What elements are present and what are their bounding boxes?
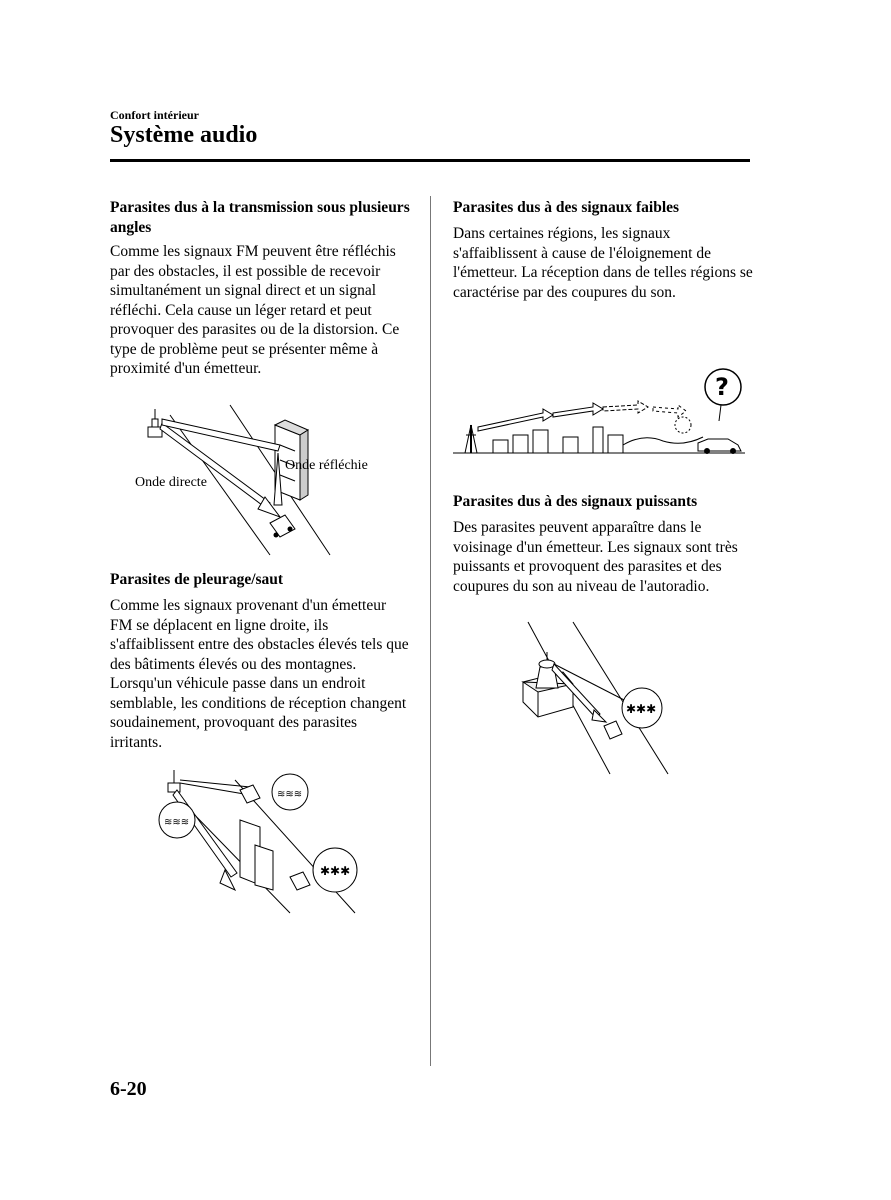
body-strong-signals: Des parasites peuvent apparaître dans le voisinage d'un émetteur. Les signaux sont très puissants et provoquent des parasites et des coupures du son au niveau de l'autoradio. <box>453 519 738 595</box>
question-bubble-icon <box>705 369 741 421</box>
svg-text:?: ? <box>715 373 729 401</box>
heading-strong-signals: Parasites dus à des signaux puissants <box>453 493 698 510</box>
label-direct-wave: Onde directe <box>135 475 207 490</box>
flutter-illustration <box>155 765 375 915</box>
transmitter-icon <box>148 409 162 437</box>
header-rule <box>110 159 750 162</box>
noise-burst-icon <box>675 417 691 433</box>
heading-multipath: Parasites dus à la transmission sous plusieurs angles <box>110 199 410 236</box>
section-label: Confort intérieur <box>110 108 199 122</box>
car-icon <box>270 515 295 538</box>
car-icon <box>290 872 310 890</box>
label-reflected-wave: Onde réfléchie <box>285 458 368 473</box>
page-title: Système audio <box>110 122 258 148</box>
body-flutter: Comme les signaux provenant d'un émetteur FM se déplacent en ligne droite, ils s'affaiblissent entre des obstacles élevés tels que des bâtiments élevés ou des montagnes. Lorsqu'un véhicule passe dans un endroit semblable, les conditions de réception changent soudainement, provoquant des parasites irritants. <box>110 597 409 751</box>
heading-flutter: Parasites de pleurage/saut <box>110 571 284 588</box>
column-divider <box>430 196 431 1066</box>
svg-text:✱✱✱: ✱✱✱ <box>320 864 351 878</box>
transmitter-icon <box>168 770 180 792</box>
body-weak-signals: Dans certaines régions, les signaux s'affaiblissent à cause de l'éloignement de l'émetteur. La réception dans de telles régions se caractérise par des coupures du son. <box>453 225 753 301</box>
car-icon <box>604 721 622 739</box>
heading-weak-signals: Parasites dus à des signaux faibles <box>453 199 680 216</box>
strong-signal-illustration <box>518 622 678 777</box>
transmitter-icon <box>465 425 477 453</box>
page-number: 6-20 <box>110 1078 147 1100</box>
body-multipath: Comme les signaux FM peuvent être réfléchis par des obstacles, il est possible de recevoir simultanément un signal direct et un signal réfléchi. Cela cause un léger retard et peut provoquer des parasites ou de la distorsion. Ce type de problème peut se présenter même à proximité d'un émetteur. <box>110 243 400 377</box>
weak-signal-illustration <box>453 365 749 457</box>
car-icon <box>240 785 260 803</box>
svg-text:≋≋≋: ≋≋≋ <box>164 817 190 828</box>
car-icon <box>698 439 741 454</box>
svg-text:✱✱✱: ✱✱✱ <box>626 702 657 716</box>
svg-text:≋≋≋: ≋≋≋ <box>277 789 303 800</box>
